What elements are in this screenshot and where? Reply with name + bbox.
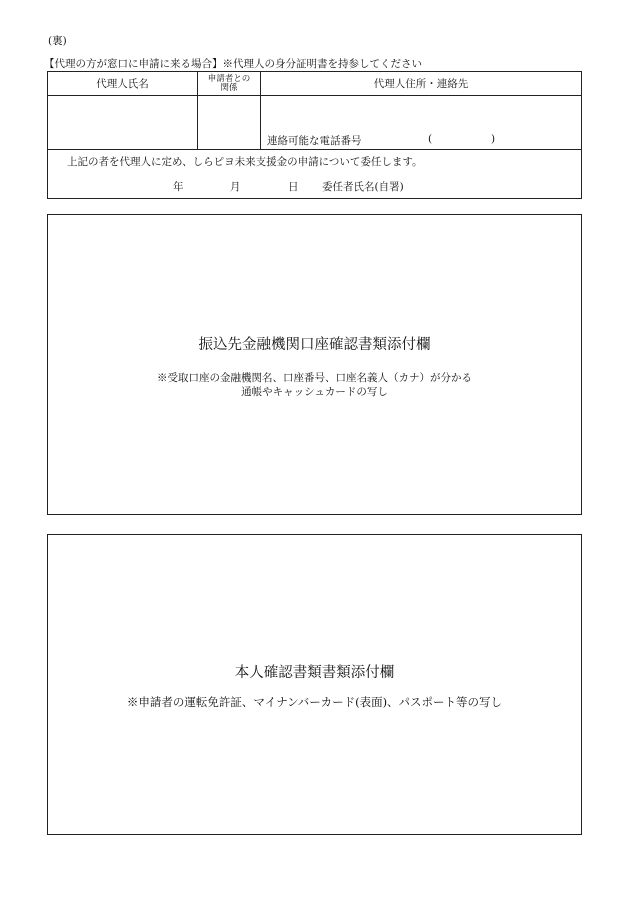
phone-paren-close: ) [491,133,496,145]
bank-attachment-note-line1: ※受取口座の金融機関名、口座番号、口座名義人（カナ）が分かる [157,372,472,384]
relation-header-line2: 関係 [220,82,238,93]
id-attachment-note: ※申請者の運転免許証、マイナンバーカード(表面)、パスポート等の写し [126,695,503,709]
agent-address-header: 代理人住所・連絡先 [373,78,469,90]
agent-table [47,71,582,199]
bank-attachment-title: 振込先金融機関口座確認書類添付欄 [198,337,431,353]
id-document-attachment-box [47,534,582,835]
page-side-marker: (裏) [48,35,67,47]
delegation-statement: 上記の者を代理人に定め、しらピヨ未来支援金の申請について委任します。 [67,156,423,168]
bank-account-attachment-box [47,214,582,515]
relation-header-line1: 申請者との [207,73,251,84]
agent-section-heading: 【代理の方が窓口に申請に来る場合】※代理人の身分証明書を持参してください [44,58,422,70]
id-attachment-title: 本人確認書類書類添付欄 [234,665,395,681]
phone-label: 連絡可能な電話番号 [267,135,362,147]
delegator-signature-label: 委任者氏名(自署) [322,181,404,193]
date-day-label: 日 [288,181,299,193]
bank-attachment-note [48,371,581,399]
agent-name-header: 代理人氏名 [96,78,149,90]
phone-paren-open: ( [428,133,433,145]
relation-header [198,72,260,95]
bank-attachment-note-line2: 通帳やキャッシュカードの写し [241,386,388,398]
date-month-label: 月 [230,181,241,193]
date-year-label: 年 [173,181,184,193]
